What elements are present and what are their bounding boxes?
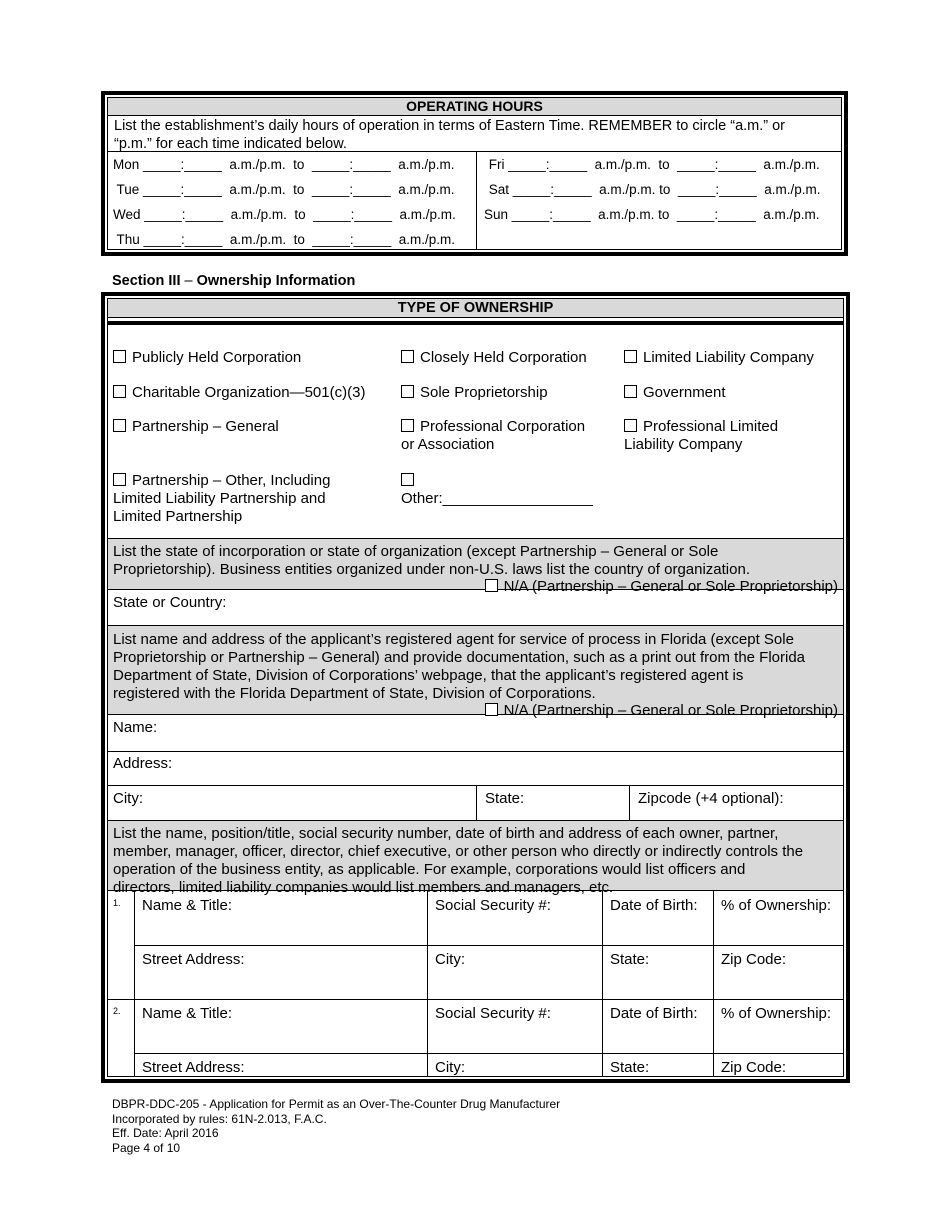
owner-number: 1. (113, 898, 121, 908)
rules-reference: Incorporated by rules: 61N-2.013, F.A.C. (112, 1111, 327, 1126)
agent-city-field[interactable]: City: (113, 790, 143, 807)
na-agent-option[interactable]: N/A (Partnership – General or Sole Proprietorship) (485, 702, 838, 720)
owner-zip-field[interactable]: Zip Code: (721, 1059, 787, 1076)
owner-street-field[interactable]: Street Address: (142, 1059, 245, 1076)
agent-address-field[interactable]: Address: (113, 755, 173, 772)
option-sole-prop[interactable]: Sole Proprietorship (401, 384, 548, 402)
ownership-box (101, 292, 850, 1083)
owner-ssn-field[interactable]: Social Security #: (435, 897, 551, 914)
checkbox[interactable] (401, 350, 414, 363)
owner-city-field[interactable]: City: (435, 1059, 465, 1076)
owner-street-field[interactable]: Street Address: (142, 951, 245, 968)
hours-row-thu[interactable]: Thu _____:_____ a.m./p.m. to _____:_____ a.m./p.m. (113, 232, 455, 247)
owners-instructions: List the name, position/title, social security number, date of birth and address of each owner, partner, member, manager, officer, director, chief executive, or other person who directly or indirectly controls the operation of the business entity, as applicable. For example, corporations would list officers and directors, limited liability companies would list members and managers, etc. (108, 820, 843, 891)
checkbox[interactable] (485, 703, 498, 716)
ownership-title: TYPE OF OWNERSHIP (108, 299, 843, 318)
owner-number: 2. (113, 1006, 121, 1016)
checkbox[interactable] (401, 385, 414, 398)
form-title: DBPR-DDC-205 - Application for Permit as an Over-The-Counter Drug Manufacturer (112, 1097, 561, 1111)
operating-hours-instructions: List the establishment’s daily hours of operation in terms of Eastern Time. REMEMBER to circle “a.m.” or “p.m.” for each time indicated below. (114, 118, 786, 152)
hours-row-sat[interactable]: Sat _____:_____ a.m./p.m. to _____:_____ a.m./p.m. (485, 182, 821, 197)
checkbox[interactable] (113, 385, 126, 398)
operating-hours-title: OPERATING HOURS (108, 98, 841, 116)
section-heading: Section III – Ownership Information (112, 273, 356, 289)
option-professional-llc[interactable]: Professional Limited Liability Company (624, 418, 779, 453)
option-llc[interactable]: Limited Liability Company (624, 349, 814, 367)
operating-hours-box (101, 91, 848, 256)
owner-ssn-field[interactable]: Social Security #: (435, 1005, 551, 1022)
checkbox[interactable] (113, 350, 126, 363)
option-government[interactable]: Government (624, 384, 726, 402)
state-instructions: List the state of incorporation or state of organization (except Partnership – General or Sole Proprietorship). Business entities organized under non-U.S. laws list the country of organization. N/A (Partnership – General or Sole Proprietorship) (108, 538, 843, 590)
option-publicly-held[interactable]: Publicly Held Corporation (113, 349, 301, 367)
option-partnership-general[interactable]: Partnership – General (113, 418, 279, 436)
na-state-option[interactable]: N/A (Partnership – General or Sole Proprietorship) (485, 578, 838, 596)
checkbox[interactable] (401, 473, 414, 486)
checkbox[interactable] (624, 419, 637, 432)
owner-name-title-field[interactable]: Name & Title: (142, 1005, 233, 1022)
page-footer (112, 1097, 560, 1155)
owner-dob-field[interactable]: Date of Birth: (610, 1005, 698, 1022)
owner-pct-field[interactable]: % of Ownership: (721, 1005, 832, 1022)
checkbox[interactable] (624, 350, 637, 363)
hours-row-fri[interactable]: Fri _____:_____ a.m./p.m. to _____:_____ a.m./p.m. (485, 157, 820, 172)
state-country-field[interactable]: State or Country: (113, 594, 227, 611)
agent-zip-field[interactable]: Zipcode (+4 optional): (638, 790, 784, 807)
agent-instructions: List name and address of the applicant’s registered agent for service of process in Florida (except Sole Proprietorship or Partnership – General) and provide documentation, such as a print out from the Florida Department of State, Division of Corporations’ webpage, that the applicant’s registered agent is registered with the Florida Department of State, Division of Corporations. N/A (Partnership – General or Sole Proprietorship) (108, 625, 843, 715)
agent-name-field[interactable]: Name: (113, 719, 158, 736)
checkbox[interactable] (485, 579, 498, 592)
effective-date: Eff. Date: April 2016 (112, 1126, 219, 1140)
option-charitable[interactable]: Charitable Organization—501(c)(3) (113, 384, 365, 402)
hours-row-mon[interactable]: Mon _____:_____ a.m./p.m. to _____:_____ a.m./p.m. (113, 157, 455, 172)
page-number: Page 4 of 10 (112, 1140, 181, 1155)
option-closely-held[interactable]: Closely Held Corporation (401, 349, 587, 367)
hours-row-sun[interactable]: Sun _____:_____ a.m./p.m. to _____:_____ a.m./p.m. (484, 207, 820, 222)
option-partnership-other[interactable]: Partnership – Other, Including Limited Liability Partnership and Limited Partnership (113, 472, 331, 525)
checkbox[interactable] (113, 473, 126, 486)
option-professional-corporation[interactable]: Professional Corporation or Association (401, 418, 586, 453)
owner-pct-field[interactable]: % of Ownership: (721, 897, 832, 914)
checkbox[interactable] (401, 419, 414, 432)
owner-state-field[interactable]: State: (610, 1059, 650, 1076)
hours-row-tue[interactable]: Tue _____:_____ a.m./p.m. to _____:_____ a.m./p.m. (113, 182, 455, 197)
agent-state-field[interactable]: State: (485, 790, 525, 807)
owner-city-field[interactable]: City: (435, 951, 465, 968)
checkbox[interactable] (113, 419, 126, 432)
option-other[interactable]: Other:__________________ (401, 472, 593, 508)
owner-dob-field[interactable]: Date of Birth: (610, 897, 698, 914)
owner-state-field[interactable]: State: (610, 951, 650, 968)
owner-name-title-field[interactable]: Name & Title: (142, 897, 233, 914)
hours-row-wed[interactable]: Wed _____:_____ a.m./p.m. to _____:_____ a.m./p.m. (113, 207, 456, 222)
checkbox[interactable] (624, 385, 637, 398)
owner-zip-field[interactable]: Zip Code: (721, 951, 787, 968)
